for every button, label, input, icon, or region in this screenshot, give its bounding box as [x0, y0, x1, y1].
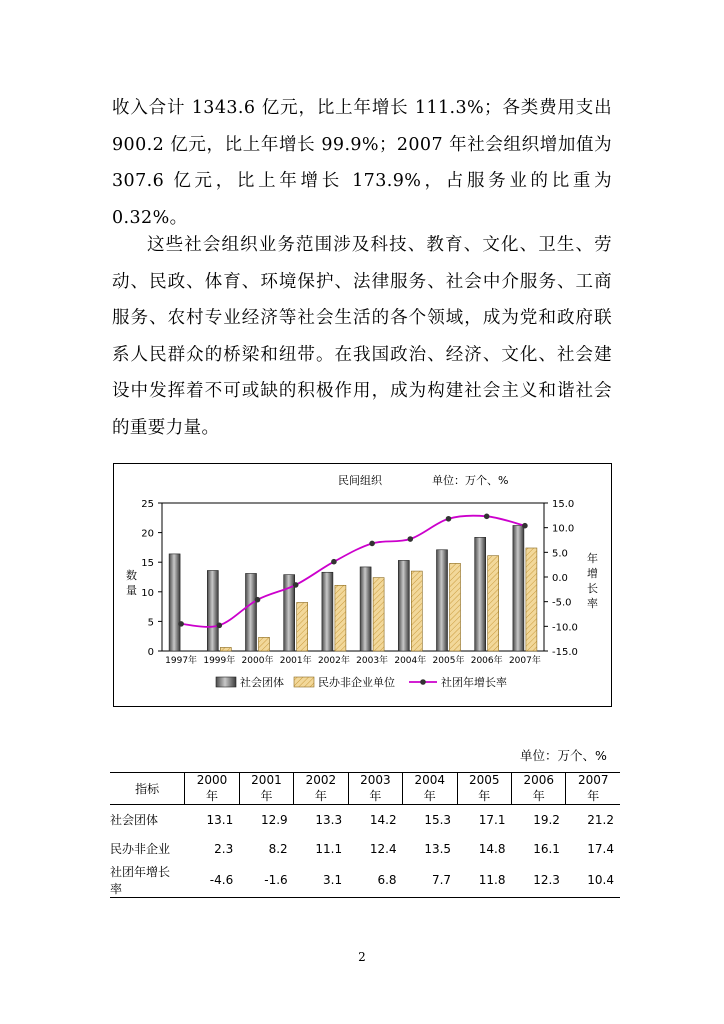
growth-rate-line	[181, 516, 525, 627]
bar-social-groups	[207, 570, 218, 651]
table-cell: 3.1	[294, 863, 348, 898]
table-cell: 11.8	[457, 863, 511, 898]
bar-private-nonenterprise	[335, 585, 346, 651]
y-right-axis-label: 率	[587, 597, 598, 610]
bar-social-groups	[398, 560, 409, 651]
x-tick-label: 1999年	[203, 656, 236, 666]
paragraph-income: 收入合计 1343.6 亿元，比上年增长 111.3%；各类费用支出 900.2 亿元，比上年增长 99.9%；2007 年社会组织增加值为 307.6 亿元，比上年增长 173.9%，占服务业的比重为 0.32%。	[112, 98, 612, 228]
table-cell: 2.3	[214, 841, 234, 856]
y-tick-label: 5	[147, 617, 154, 629]
table-header-year: 2004 年	[403, 773, 457, 805]
growth-rate-point	[217, 623, 223, 629]
x-tick-label: 2006年	[470, 656, 503, 666]
table-row-label: 民办非企业	[110, 842, 171, 856]
chart-unit: 单位：万个、%	[432, 474, 509, 487]
bar-private-nonenterprise	[411, 571, 422, 651]
y-right-axis-label: 增	[587, 567, 598, 580]
table-cell: 16.1	[533, 841, 560, 856]
table-cell: 13.1	[206, 812, 234, 827]
table-cell: -1.6	[239, 863, 293, 898]
page-number: 2	[358, 950, 366, 964]
table-cell: 8.2	[268, 841, 288, 856]
bar-private-nonenterprise	[526, 548, 537, 651]
table-body	[110, 805, 620, 898]
table-cell: 19.2	[533, 812, 560, 827]
y-tick-label: 15	[141, 558, 154, 570]
table-header-row	[110, 773, 620, 805]
growth-rate-point	[369, 541, 375, 547]
growth-rate-point	[408, 536, 414, 542]
bar-social-groups	[246, 573, 257, 651]
y-tick-label: 0	[147, 647, 154, 658]
bar-private-nonenterprise	[259, 637, 270, 651]
y-right-axis-label: 长	[587, 582, 598, 595]
growth-rate-point	[484, 514, 490, 520]
growth-rate-point	[293, 582, 299, 588]
table-cell: 10.4	[566, 863, 620, 898]
table-cell: 14.8	[478, 841, 506, 856]
y-axis-label: 量	[126, 584, 137, 597]
bar-private-nonenterprise	[297, 602, 308, 651]
table-cell: 13.3	[315, 812, 343, 827]
y-right-tick-label: 0.0	[552, 573, 568, 584]
table-header-indicator: 指标	[110, 773, 185, 805]
y-axis-label: 数	[126, 569, 137, 582]
legend-label-private-nonenterprise: 民办非企业单位	[318, 676, 395, 689]
y-tick-label: 10	[141, 587, 154, 599]
table-cell: 15.3	[424, 812, 452, 827]
table-header-year: 2001 年	[239, 773, 293, 805]
legend-marker-growth-rate	[420, 679, 426, 685]
bar-social-groups	[169, 554, 180, 651]
table-cell: 6.8	[348, 863, 402, 898]
table-header-year: 2007 年	[566, 773, 620, 805]
table-cell: 12.3	[511, 863, 565, 898]
y-right-axis-label: 年	[587, 552, 598, 565]
y-tick-label: 20	[141, 528, 154, 540]
bar-private-nonenterprise	[450, 563, 461, 651]
y-tick-label: 25	[141, 499, 154, 510]
table-cell: 17.4	[587, 841, 614, 856]
legend-label-social-groups: 社会团体	[240, 676, 284, 689]
bar-social-groups	[475, 537, 486, 651]
table-cell: 14.2	[369, 812, 397, 827]
table-row-label: 社团年增长率	[110, 863, 185, 898]
x-tick-label: 2003年	[356, 656, 389, 666]
x-tick-label: 2004年	[394, 656, 427, 666]
table-row	[110, 805, 620, 835]
table-row	[110, 863, 620, 898]
chart-title: 民间组织	[338, 474, 382, 487]
x-tick-label: 2007年	[508, 656, 541, 666]
data-table	[110, 772, 620, 898]
bar-private-nonenterprise	[488, 556, 499, 651]
x-tick-label: 2000年	[241, 656, 274, 666]
paragraph-social-organizations: 这些社会组织业务范围涉及科技、教育、文化、卫生、劳动、民政、体育、环境保护、法律服务、社会中介服务、工商服务、农村专业经济等社会生活的各个领域，成为党和政府联系人民群众的桥梁和纽带。在我国政治、经济、文化、社会建设中发挥着不可或缺的积极作用，成为构建社会主义和谐社会的重要力量。	[112, 235, 612, 438]
table-header-year: 2002 年	[294, 773, 348, 805]
growth-rate-point	[178, 621, 184, 627]
growth-rate-point	[331, 559, 337, 565]
x-tick-label: 2001年	[279, 656, 312, 666]
table-header-year: 2003 年	[348, 773, 402, 805]
chart-container	[113, 463, 612, 707]
bar-social-groups	[513, 525, 524, 651]
table-cell: 21.2	[587, 812, 614, 827]
table-header-year: 2000 年	[185, 773, 239, 805]
y-right-tick-label: 5.0	[552, 548, 568, 560]
bar-private-nonenterprise	[220, 647, 231, 651]
table-cell: 12.9	[260, 812, 288, 827]
bar-social-groups	[360, 567, 371, 651]
combo-chart	[114, 464, 611, 706]
table-cell: 13.5	[424, 841, 452, 856]
growth-rate-point	[446, 516, 452, 522]
growth-rate-point	[255, 597, 261, 603]
table-unit: 单位：万个、%	[520, 748, 607, 763]
table-cell: 17.1	[478, 812, 506, 827]
legend-swatch-social-groups	[216, 677, 236, 687]
table-cell: 12.4	[369, 841, 397, 856]
table-cell: 7.7	[403, 863, 457, 898]
table-row	[110, 834, 620, 863]
growth-rate-point	[522, 523, 528, 529]
x-tick-label: 2002年	[317, 656, 350, 666]
x-tick-label: 2005年	[432, 656, 465, 666]
legend-label-growth-rate: 社团年增长率	[441, 676, 507, 689]
y-right-tick-label: -5.0	[552, 597, 572, 609]
y-right-tick-label: 15.0	[552, 499, 575, 510]
bar-social-groups	[437, 550, 448, 651]
y-right-tick-label: -15.0	[552, 647, 578, 658]
table-row-label: 社会团体	[110, 813, 159, 827]
table-cell: 11.1	[315, 841, 343, 856]
plot-frame	[162, 503, 544, 651]
table-cell: -4.6	[185, 863, 239, 898]
y-right-tick-label: -10.0	[552, 622, 578, 634]
y-right-tick-label: 10.0	[552, 523, 575, 535]
table-header-year: 2005 年	[457, 773, 511, 805]
bar-social-groups	[322, 572, 333, 651]
table-header-year: 2006 年	[511, 773, 565, 805]
legend-swatch-private-nonenterprise	[294, 677, 314, 687]
bar-private-nonenterprise	[373, 578, 384, 651]
x-tick-label: 1997年	[165, 656, 198, 666]
